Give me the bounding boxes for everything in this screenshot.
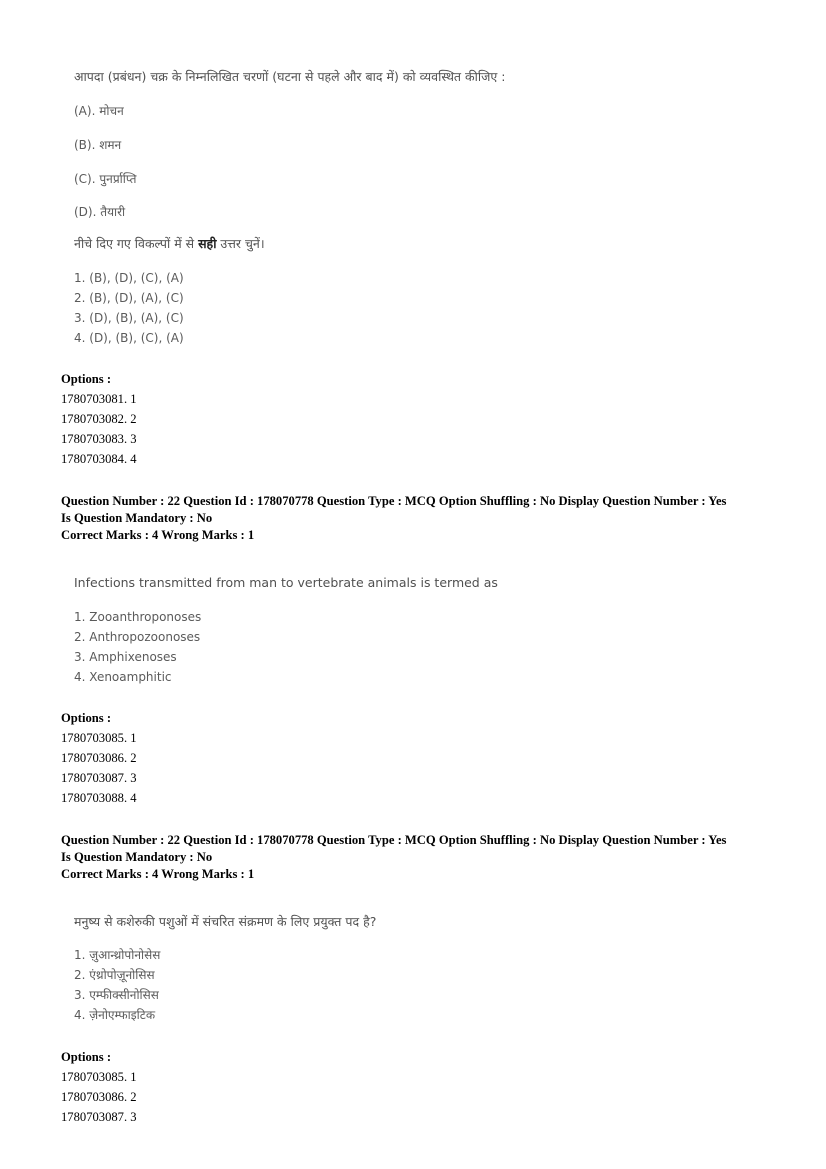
answer-choice: 4. Xenoamphitic (74, 670, 172, 684)
option-id: 1780703086. 2 (61, 751, 137, 765)
question-meta-line: Correct Marks : 4 Wrong Marks : 1 (61, 528, 255, 542)
answer-choice: 1. ज़ुआन्थ्रोपोनोसेस (74, 948, 161, 962)
question-meta-line: Correct Marks : 4 Wrong Marks : 1 (61, 867, 255, 881)
answer-choice: 4. (D), (B), (C), (A) (74, 331, 184, 345)
option-id: 1780703085. 1 (61, 731, 137, 745)
question-meta-line: Is Question Mandatory : No (61, 511, 213, 525)
options-list (61, 728, 137, 808)
instruction-emphasis: सही (198, 236, 217, 251)
option-id: 1780703087. 3 (61, 771, 137, 785)
question-meta-line: Is Question Mandatory : No (61, 850, 213, 864)
answer-choices (74, 945, 160, 1025)
options-heading: Options : (61, 1050, 112, 1064)
sequence-item-c (74, 170, 136, 187)
question-stem: Infections transmitted from man to vertebrate animals is termed as (74, 575, 498, 590)
answer-choice: 2. एंथ्रोपोज़ूनोसिस (74, 968, 155, 982)
answer-choice: 2. Anthropozoonoses (74, 630, 201, 644)
sequence-item-label: (A). मोचन (74, 104, 124, 118)
options-heading: Options : (61, 372, 112, 386)
options-list (61, 389, 137, 469)
option-id: 1780703087. 3 (61, 1110, 137, 1124)
sequence-item-d (74, 203, 125, 220)
question-stem: मनुष्य से कशेरुकी पशुओं में संचरित संक्रमण के लिए प्रयुक्त पद है? (74, 914, 377, 929)
option-id: 1780703083. 3 (61, 432, 137, 446)
option-id: 1780703082. 2 (61, 412, 137, 426)
answer-choice: 1. Zooanthroponoses (74, 610, 202, 624)
question-image-hindi (74, 913, 376, 930)
question-image-english (74, 575, 498, 590)
answer-choices (74, 268, 184, 348)
answer-choice: 3. एम्फीक्सीनोसिस (74, 988, 159, 1002)
sequence-item-label: (D). तैयारी (74, 205, 126, 219)
option-id: 1780703085. 1 (61, 1070, 137, 1084)
question-stem: आपदा (प्रबंधन) चक्र के निम्नलिखित चरणों (घटना से पहले और बाद में) को व्यवस्थित कीजिए : (74, 69, 506, 84)
question-image-hindi-sequence (74, 68, 505, 85)
answer-choice: 2. (B), (D), (A), (C) (74, 291, 184, 305)
question-meta (61, 832, 726, 883)
answer-choice: 1. (B), (D), (C), (A) (74, 271, 184, 285)
question-meta (61, 493, 726, 544)
option-id: 1780703084. 4 (61, 452, 137, 466)
option-id: 1780703086. 2 (61, 1090, 137, 1104)
question-meta-line: Question Number : 22 Question Id : 178070778 Question Type : MCQ Option Shuffling : No Display Question Number : Yes (61, 833, 727, 847)
instruction-text: नीचे दिए गए विकल्पों में से (74, 236, 199, 251)
answer-choice: 3. (D), (B), (A), (C) (74, 311, 184, 325)
options-list (61, 1067, 137, 1127)
question-meta-line: Question Number : 22 Question Id : 178070778 Question Type : MCQ Option Shuffling : No Display Question Number : Yes (61, 494, 727, 508)
sequence-item-a (74, 102, 124, 119)
instruction-text: उत्तर चुनें। (216, 236, 265, 251)
answer-choice: 4. ज़ेनोएम्फाइटिक (74, 1008, 156, 1022)
sequence-item-label: (B). शमन (74, 138, 122, 152)
answer-choices (74, 607, 201, 687)
option-id: 1780703088. 4 (61, 791, 137, 805)
answer-choice: 3. Amphixenoses (74, 650, 177, 664)
option-id: 1780703081. 1 (61, 392, 137, 406)
options-heading: Options : (61, 711, 112, 725)
sequence-item-b (74, 136, 121, 153)
sequence-item-label: (C). पुनर्प्राप्ति (74, 172, 137, 186)
instruction-line (74, 235, 265, 252)
